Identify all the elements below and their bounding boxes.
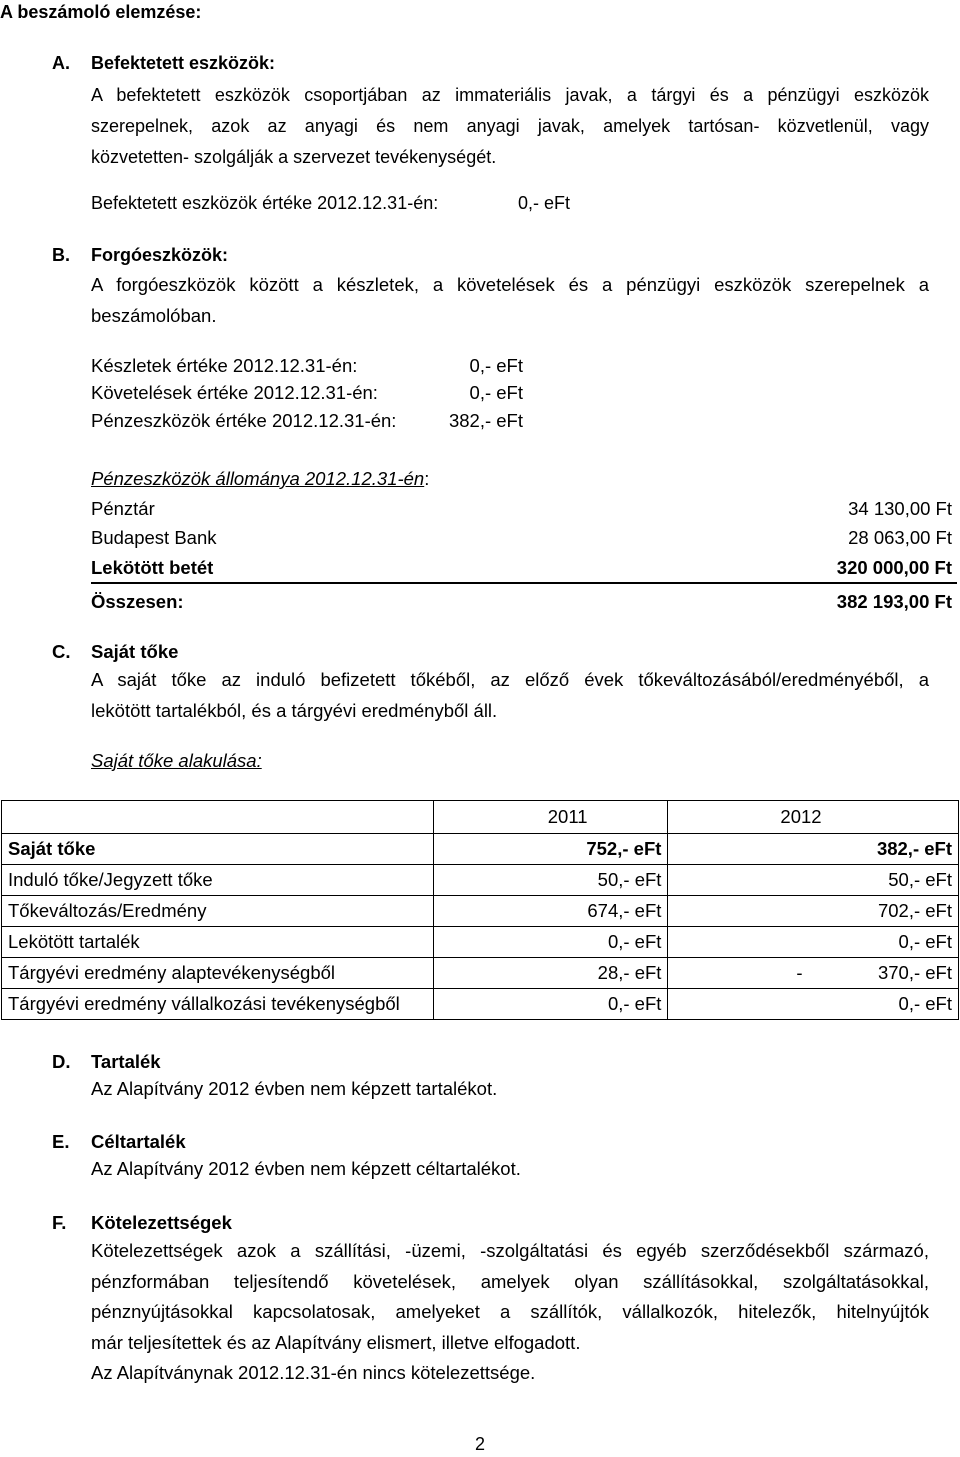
table-row [2,865,959,896]
cash-holdings-heading-colon: : [424,468,430,489]
section-d-letter: D. [52,1051,71,1072]
section-d-heading: Tartalék [91,1051,161,1072]
table-row [2,927,959,958]
table-row-label: Tárgyévi eredmény vállalkozási tevékenységből [2,989,434,1020]
paragraph-line: A befektetett eszközök csoportjában az immateriális javak, a tárgyi és a pénzügyi eszközök [91,85,929,105]
section-d-text: Az Alapítvány 2012 évben nem képzett tartalékot. [91,1078,498,1099]
paragraph-line: pénzformában teljesítendő követelések, amelyek olyan szállításokkal, szolgáltatásokkal, [91,1270,929,1292]
cash-item-label: Pénztár [91,498,155,519]
inventory-label: Készletek értéke 2012.12.31-én: [91,355,358,376]
paragraph-line: lekötött tartalékból, és a tárgyévi eredményből áll. [91,699,498,721]
table-cell-2011: 752,- eFt [433,834,668,865]
table-cell-2012: 0,- eFt [668,927,959,958]
paragraph-line: Kötelezettségek azok a szállítási, -üzemi, -szolgáltatási és egyéb szerződésekből származó, [91,1240,929,1261]
table-cell-2011: 28,- eFt [433,958,668,989]
table-header-cell: 2012 [668,801,959,834]
table-row [2,989,959,1020]
table-cell-2011: 50,- eFt [433,865,668,896]
table-cell-2012 [668,958,959,989]
table-cell-2012: 50,- eFt [668,865,959,896]
section-b-paragraph [91,270,929,331]
table-row-label: Saját tőke [2,834,434,865]
table-cell-2011: 0,- eFt [433,927,668,958]
section-c-heading: Saját tőke [91,641,179,662]
cash-holdings-heading [91,464,429,495]
paragraph-line: pénznyújtásokkal kapcsolatosak, amelyeket a szállítók, vállalkozók, hitelezők, hitelnyújtók [91,1301,929,1322]
inventory-value: 0,- eFt [469,355,523,376]
table-header-cell [2,801,434,834]
cash-total-value: 382 193,00 Ft [836,591,952,612]
section-b-letter: B. [52,245,70,265]
section-a-heading: Befektetett eszközök: [91,53,276,73]
section-e-heading: Céltartalék [91,1131,186,1152]
paragraph-line: beszámolóban. [91,304,217,326]
paragraph-line: A forgóeszközök között a készletek, a követelések és a pénzügyi eszközök szerepelnek a [91,274,929,295]
section-a-letter: A. [52,53,70,73]
table-row-label: Tárgyévi eredmény alaptevékenységből [2,958,434,989]
table-cell-2012: 702,- eFt [668,896,959,927]
table-row-label: Induló tőke/Jegyzett tőke [2,865,434,896]
cash-assets-value: 382,- eFt [448,410,523,431]
paragraph-line: közvetetten- szolgálják a szervezet tevékenységét. [91,147,497,167]
table-row [2,834,959,865]
table-cell-2012: 382,- eFt [668,834,959,865]
section-f-heading: Kötelezettségek [91,1212,232,1233]
paragraph-line: A saját tőke az induló befizetett tőkéből, az előző évek tőkeváltozásából/eredményéből, a [91,669,929,690]
section-e-text: Az Alapítvány 2012 évben nem képzett céltartalékot. [91,1158,521,1179]
table-header-row [2,801,959,834]
paragraph-line: már teljesítettek és az Alapítvány elismert, illetve elfogadott. [91,1331,581,1353]
section-c-letter: C. [52,641,71,662]
cash-assets-label: Pénzeszközök értéke 2012.12.31-én: [91,410,397,431]
negative-sign: - [796,962,803,983]
table-cell-2012-value: 370,- eFt [877,962,952,983]
cash-item-value: 34 130,00 Ft [848,498,952,519]
table-row-label: Tőkeváltozás/Eredmény [2,896,434,927]
closing-line: Az Alapítványnak 2012.12.31-én nincs kötelezettsége. [91,1362,536,1383]
equity-table [1,800,959,1020]
cash-item-value: 320 000,00 Ft [836,557,952,578]
section-f-paragraph [91,1236,929,1389]
table-row [2,896,959,927]
cash-item-label: Lekötött betét [91,557,214,578]
cash-holdings-heading-text: Pénzeszközök állománya 2012.12.31-én [91,468,425,489]
section-e-letter: E. [52,1131,70,1152]
cash-item-value: 28 063,00 Ft [848,527,952,548]
table-header-cell: 2011 [433,801,668,834]
section-f-letter: F. [52,1212,67,1233]
fixed-assets-value: 0,- eFt [518,193,571,213]
cash-total-label: Összesen: [91,591,184,612]
page-number: 2 [474,1434,485,1454]
table-cell-2011: 0,- eFt [433,989,668,1020]
table-row [2,958,959,989]
paragraph-line: szerepelnek, azok az anyagi és nem anyagi javak, amelyek tartósan- közvetlenül, vagy [91,116,929,136]
section-c-paragraph [91,665,929,726]
cash-item-label: Budapest Bank [91,527,217,548]
receivables-value: 0,- eFt [469,382,523,403]
section-a-paragraph [91,80,929,173]
fixed-assets-label: Befektetett eszközök értéke 2012.12.31-én: [91,193,439,213]
table-row-label: Lekötött tartalék [2,927,434,958]
table-cell-2012: 0,- eFt [668,989,959,1020]
page-title: A beszámoló elemzése: [0,2,202,22]
section-b-heading: Forgóeszközök: [91,245,229,265]
receivables-label: Követelések értéke 2012.12.31-én: [91,382,378,403]
cash-total-divider [91,582,957,584]
table-cell-2011: 674,- eFt [433,896,668,927]
equity-subheading: Saját tőke alakulása: [91,750,262,771]
